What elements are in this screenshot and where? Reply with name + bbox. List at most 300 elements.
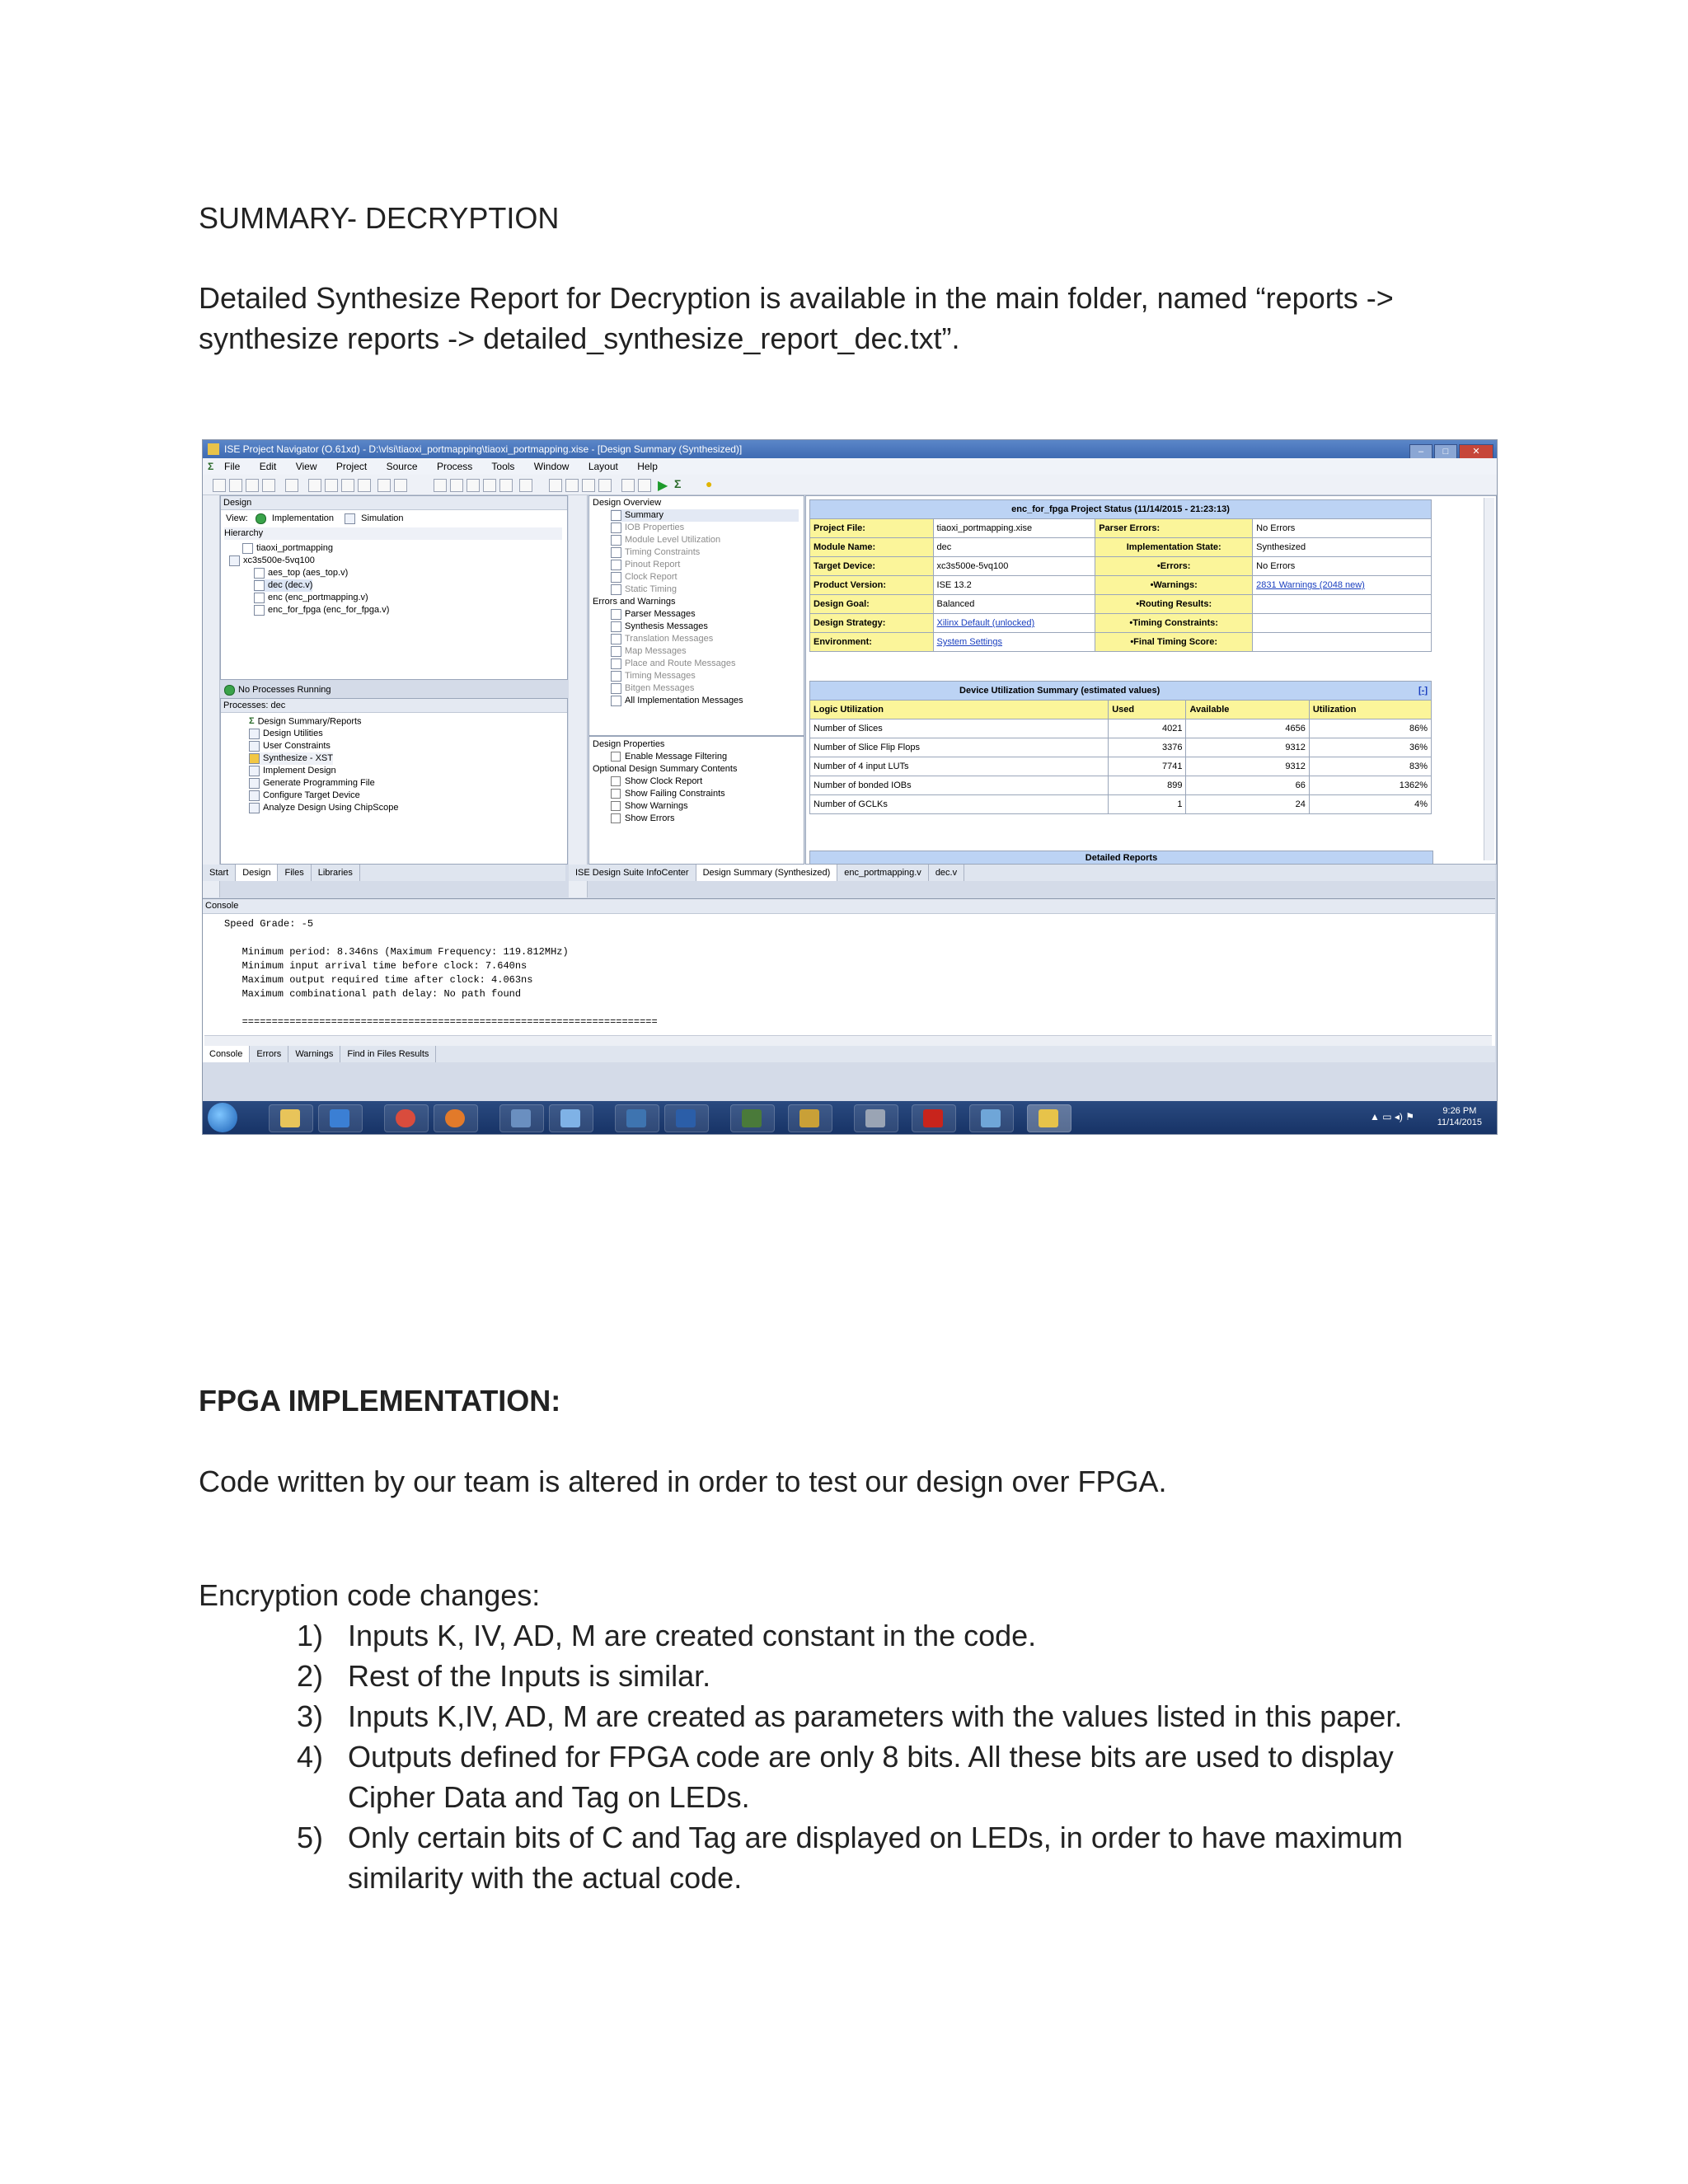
util-title: Device Utilization Summary (estimated values): [810, 682, 1310, 701]
undo-icon[interactable]: [377, 479, 391, 492]
list-text: Inputs K, IV, AD, M are created constant in the code.: [348, 1619, 1037, 1652]
menu-view[interactable]: View: [295, 461, 317, 472]
tree-item-aes-top[interactable]: [254, 567, 348, 579]
tab-start[interactable]: Start: [203, 865, 236, 881]
tab-console[interactable]: Console: [203, 1046, 250, 1062]
app2-taskbar-button[interactable]: [549, 1104, 593, 1132]
paragraph-code-altered: Code written by our team is altered in order to test our design over FPGA.: [199, 1465, 1167, 1498]
paragraph-report-line1: Detailed Synthesize Report for Decryption is available in the main folder, named “reports ->: [199, 281, 1394, 315]
list-item: [297, 1736, 1467, 1817]
cell: 7741: [1109, 757, 1186, 776]
list-item: [297, 1656, 1467, 1696]
tools-icon: [249, 729, 260, 739]
cell: 4021: [1109, 719, 1186, 738]
overview-errors-warnings[interactable]: Errors and Warnings: [593, 597, 676, 607]
table-row: [810, 795, 1432, 814]
warnings-link[interactable]: 2831 Warnings (2048 new): [1256, 580, 1365, 590]
menu-source[interactable]: Source: [386, 461, 418, 472]
windows-taskbar: [203, 1101, 1497, 1134]
cell: 86%: [1309, 719, 1431, 738]
checkbox-icon[interactable]: [611, 801, 621, 811]
list-number: 2): [297, 1659, 324, 1693]
tree-item-device[interactable]: [229, 555, 315, 567]
tile-vertical-icon[interactable]: [582, 479, 595, 492]
cell: Balanced: [933, 595, 1095, 614]
props-title: Design Properties: [593, 739, 665, 749]
ise-app-icon: [208, 443, 219, 455]
configure-icon: [249, 790, 260, 801]
prop-show-failing[interactable]: [611, 788, 725, 800]
cell: ISE 13.2: [933, 576, 1095, 595]
process-configure[interactable]: [249, 790, 360, 802]
list-text: Rest of the Inputs is similar.: [348, 1659, 711, 1693]
design-summary-icon[interactable]: [519, 479, 532, 492]
table-row: [810, 614, 1432, 633]
report-icon: [611, 658, 621, 669]
toolbar: [203, 475, 1497, 495]
table-row: [810, 519, 1432, 538]
overview-timing-msg[interactable]: [611, 670, 696, 682]
overview-static-timing[interactable]: [611, 583, 677, 596]
tree-item-enc-for-fpga[interactable]: [254, 604, 389, 616]
cell: No Errors: [1253, 519, 1432, 538]
cell: Number of GCLKs: [810, 795, 1109, 814]
cell: 66: [1186, 776, 1309, 795]
cell: 899: [1109, 776, 1186, 795]
app-icon: [511, 1109, 531, 1127]
verilog-icon: [254, 580, 265, 591]
radio-implementation-icon[interactable]: [256, 513, 266, 524]
app-icon: [560, 1109, 580, 1127]
left-icon-strip: [203, 495, 220, 898]
console-line: Minimum period: 8.346ns (Maximum Frequency: 119.812MHz): [224, 946, 569, 958]
firefox-taskbar-button[interactable]: [434, 1104, 478, 1132]
redo-icon[interactable]: [394, 479, 407, 492]
tree-label: xc3s500e-5vq100: [243, 555, 315, 565]
column-header: Logic Utilization: [810, 701, 1109, 719]
console-line: Speed Grade: -5: [224, 918, 314, 930]
list-text-continued: Cipher Data and Tag on LEDs.: [348, 1780, 750, 1814]
status-title: enc_for_fpga Project Status (11/14/2015 - 21:23:13): [810, 500, 1432, 519]
word-taskbar-button[interactable]: [664, 1104, 709, 1132]
report-icon: [611, 634, 621, 644]
overview-clock[interactable]: [611, 571, 678, 583]
system-tray-icons[interactable]: ▲ ▭ ◂) ⚑: [1370, 1111, 1414, 1122]
tab-files[interactable]: Files: [278, 865, 311, 881]
acrobat-icon: [923, 1109, 943, 1127]
chrome-icon: [396, 1109, 415, 1127]
project-status-table: [809, 499, 1432, 652]
prop-label: Show Warnings: [625, 801, 688, 811]
document-tab-bar: [569, 865, 1495, 881]
sigma-run-icon[interactable]: Σ: [674, 477, 682, 490]
overview-label: Module Level Utilization: [625, 535, 721, 545]
list-number: 1): [297, 1619, 324, 1652]
table-row: [810, 557, 1432, 576]
report-icon: [611, 646, 621, 657]
new-file-icon[interactable]: [213, 479, 226, 492]
cell: Number of Slice Flip Flops: [810, 738, 1109, 757]
bookmark-icon[interactable]: [499, 479, 513, 492]
report-icon: [611, 671, 621, 682]
terminal-icon: [742, 1109, 762, 1127]
overview-label: Summary: [625, 510, 664, 520]
overview-timing[interactable]: [611, 546, 700, 559]
cell: [1253, 633, 1432, 652]
design-panel-header: Design: [221, 496, 567, 510]
overview-par[interactable]: [611, 658, 736, 670]
report-icon: [611, 560, 621, 570]
process-label: Design Summary/Reports: [257, 716, 362, 727]
console-tab-bar: [203, 1046, 1495, 1062]
menu-file[interactable]: File: [224, 461, 241, 472]
table-row: [810, 595, 1432, 614]
media-icon: [330, 1109, 349, 1127]
cell: 4%: [1309, 795, 1431, 814]
tree-item-project[interactable]: [242, 542, 333, 555]
paragraph-report-line2: synthesize reports -> detailed_synthesize_report_dec.txt”.: [199, 321, 960, 355]
overview-label: Timing Messages: [625, 671, 696, 681]
cascade-icon[interactable]: [549, 479, 562, 492]
constraints-icon: [249, 741, 260, 752]
verilog-icon: [254, 593, 265, 603]
overview-iob[interactable]: [611, 522, 684, 534]
cell: Design Strategy:: [810, 614, 934, 633]
start-button[interactable]: [208, 1103, 237, 1132]
menu-layout[interactable]: Layout: [588, 461, 618, 472]
process-implement[interactable]: [249, 765, 336, 777]
explorer-taskbar-button[interactable]: [269, 1104, 313, 1132]
ise-taskbar-button[interactable]: [1027, 1104, 1071, 1132]
overview-map[interactable]: [611, 645, 687, 658]
cell: Parser Errors:: [1095, 519, 1253, 538]
heading-summary-decryption: SUMMARY- DECRYPTION: [199, 201, 560, 235]
prop-label: Show Failing Constraints: [625, 789, 725, 799]
folder-icon: [280, 1109, 300, 1127]
sigma-icon: Σ: [249, 716, 255, 726]
report-icon: [611, 547, 621, 558]
project-icon: [242, 543, 253, 554]
cell: 4656: [1186, 719, 1309, 738]
cell: •Routing Results:: [1095, 595, 1253, 614]
prop-label: Show Errors: [625, 813, 675, 823]
view-simulation[interactable]: Simulation: [361, 513, 404, 523]
word-icon: [676, 1109, 696, 1127]
cell: •Timing Constraints:: [1095, 614, 1253, 633]
overview-label: IOB Properties: [625, 523, 685, 532]
firefox-icon: [445, 1109, 465, 1127]
maximize-button[interactable]: □: [1434, 444, 1457, 460]
tile-horizontal-icon[interactable]: [565, 479, 579, 492]
cell: 36%: [1309, 738, 1431, 757]
report-icon: [611, 621, 621, 632]
checkbox-icon[interactable]: [611, 813, 621, 823]
table-row: [810, 633, 1432, 652]
tab-find-results[interactable]: Find in Files Results: [340, 1046, 436, 1062]
menu-edit[interactable]: Edit: [259, 461, 277, 472]
report-icon: [611, 584, 621, 595]
checkbox-icon[interactable]: [611, 776, 621, 786]
horizontal-scrollbar[interactable]: [204, 1035, 1492, 1046]
tree-item-dec[interactable]: [254, 579, 312, 592]
cell: •Errors:: [1095, 557, 1253, 576]
processes-header: Processes: dec: [221, 699, 567, 713]
cell: 24: [1186, 795, 1309, 814]
report-icon: [611, 523, 621, 533]
processes-panel: [220, 698, 568, 865]
process-label: Synthesize - XST: [263, 753, 333, 763]
view-implementation[interactable]: Implementation: [271, 513, 335, 523]
overview-all-impl[interactable]: [611, 695, 743, 707]
report-icon: [611, 572, 621, 583]
window-titlebar: [203, 440, 1497, 458]
tree-label: tiaoxi_portmapping: [256, 543, 333, 553]
menu-project[interactable]: Project: [335, 461, 368, 472]
overview-label: Map Messages: [625, 646, 687, 656]
process-generate[interactable]: [249, 777, 375, 790]
tree-item-enc[interactable]: [254, 592, 368, 604]
menu-help[interactable]: Help: [637, 461, 658, 472]
minimize-button[interactable]: –: [1409, 444, 1432, 460]
overview-label: Static Timing: [625, 584, 677, 594]
replace-icon[interactable]: [483, 479, 496, 492]
no-processes-label: No Processes Running: [238, 685, 331, 695]
print-icon[interactable]: [285, 479, 298, 492]
prop-show-warnings[interactable]: [611, 800, 688, 813]
cell: dec: [933, 538, 1095, 557]
cell: 9312: [1186, 757, 1309, 776]
cell: Module Name:: [810, 538, 934, 557]
overview-translation[interactable]: [611, 633, 713, 645]
design-properties-panel: [588, 736, 804, 865]
tree-label: aes_top (aes_top.v): [268, 568, 349, 578]
menu-process[interactable]: Process: [436, 461, 473, 472]
table-row: [810, 719, 1432, 738]
process-label: Analyze Design Using ChipScope: [263, 803, 399, 813]
hierarchy-label: Hierarchy: [224, 527, 562, 540]
table-row: [810, 738, 1432, 757]
save-all-icon[interactable]: [262, 479, 275, 492]
wrench-icon[interactable]: [621, 479, 635, 492]
tree-label: enc (enc_portmapping.v): [268, 593, 368, 602]
collapse-button[interactable]: [-]: [1418, 686, 1428, 696]
lightbulb-icon[interactable]: ●: [706, 477, 713, 490]
list-intro: Encryption code changes:: [199, 1578, 541, 1612]
overview-parser[interactable]: [611, 608, 696, 621]
process-status: [224, 684, 331, 696]
window-title: ISE Project Navigator (O.61xd) - D:\vlsi\tiaoxi_portmapping\tiaoxi_portmapping.xise - [Design Summary (Synthesized)]: [224, 443, 743, 455]
overview-module-util[interactable]: [611, 534, 720, 546]
process-chipscope[interactable]: [249, 802, 398, 814]
find-icon[interactable]: [434, 479, 447, 492]
cell: Target Device:: [810, 557, 934, 576]
cell: tiaoxi_portmapping.xise: [933, 519, 1095, 538]
overview-label: Place and Route Messages: [625, 658, 736, 668]
strategy-link[interactable]: Xilinx Default (unlocked): [936, 618, 1035, 628]
process-label: Generate Programming File: [263, 778, 375, 788]
list-number: 5): [297, 1821, 324, 1854]
console-line: ======================================================================: [224, 1016, 658, 1028]
app3-taskbar-button[interactable]: [788, 1104, 832, 1132]
design-overview-panel: [588, 495, 804, 736]
menu-window[interactable]: Window: [533, 461, 570, 472]
clock-time: 9:26 PM: [1442, 1106, 1477, 1116]
find-prev-icon[interactable]: [467, 479, 480, 492]
overview-label: Parser Messages: [625, 609, 696, 619]
props-optional: Optional Design Summary Contents: [593, 764, 738, 774]
network-taskbar-button[interactable]: [969, 1104, 1014, 1132]
overview-root[interactable]: Design Overview: [593, 498, 662, 508]
device-utilization-table: [809, 681, 1432, 814]
menu-bar: [203, 458, 1497, 475]
tree-label: enc_for_fpga (enc_for_fpga.v): [268, 605, 390, 615]
process-user-constraints[interactable]: [249, 740, 331, 752]
list-item: [297, 1696, 1467, 1736]
overview-label: All Implementation Messages: [625, 696, 743, 705]
taskbar-clock[interactable]: [1437, 1105, 1482, 1128]
cell: Environment:: [810, 633, 934, 652]
process-design-summary[interactable]: [249, 715, 362, 728]
media-taskbar-button[interactable]: [318, 1104, 363, 1132]
implement-icon: [249, 766, 260, 776]
checkbox-icon[interactable]: [611, 752, 621, 762]
verilog-icon: [254, 568, 265, 579]
save-icon[interactable]: [246, 479, 259, 492]
verilog-icon: [254, 605, 265, 616]
prop-enable-filtering[interactable]: [611, 751, 727, 763]
tab-warnings[interactable]: Warnings: [288, 1046, 340, 1062]
cell: Implementation State:: [1095, 538, 1253, 557]
prop-show-errors[interactable]: [611, 813, 675, 825]
ise-screenshot: [202, 439, 1498, 1135]
cell: Project File:: [810, 519, 934, 538]
overview-synthesis[interactable]: [611, 621, 708, 633]
cell: Design Goal:: [810, 595, 934, 614]
radio-simulation-icon[interactable]: [345, 513, 355, 524]
vertical-scrollbar[interactable]: [1484, 498, 1494, 860]
copy-icon[interactable]: [325, 479, 338, 492]
process-design-utilities[interactable]: [249, 728, 323, 740]
chipscope-icon: [249, 803, 260, 813]
app-icon: [799, 1109, 819, 1127]
process-synthesize[interactable]: [249, 752, 333, 765]
list-item: [297, 1615, 1467, 1656]
overview-label: Synthesis Messages: [625, 621, 708, 631]
prop-label: Show Clock Report: [625, 776, 703, 786]
tree-label: dec (dec.v): [268, 580, 313, 590]
delete-icon[interactable]: [358, 479, 371, 492]
list-text: Only certain bits of C and Tag are displayed on LEDs, in order to have maximum: [348, 1821, 1403, 1854]
report-icon: [611, 535, 621, 546]
checkbox-icon[interactable]: [611, 789, 621, 799]
process-label: Design Utilities: [263, 729, 323, 738]
app-taskbar-button[interactable]: [499, 1104, 544, 1132]
list-item: [297, 1817, 1467, 1898]
calculator-taskbar-button[interactable]: [854, 1104, 898, 1132]
view-label: View:: [226, 513, 248, 523]
process-label: User Constraints: [263, 741, 331, 751]
ise-icon: [1039, 1109, 1058, 1127]
overview-label: Pinout Report: [625, 560, 681, 569]
left-tab-bar: [203, 865, 565, 881]
cell: xc3s500e-5vq100: [933, 557, 1095, 576]
report-icon: [611, 683, 621, 694]
tab-dec[interactable]: dec.v: [929, 865, 964, 881]
cell: 9312: [1186, 738, 1309, 757]
cell: Synthesized: [1253, 538, 1432, 557]
list-text: Outputs defined for FPGA code are only 8 bits. All these bits are used to display: [348, 1740, 1394, 1774]
refresh-icon: [224, 685, 235, 696]
cell: [1253, 595, 1432, 614]
terminal-taskbar-button[interactable]: [730, 1104, 775, 1132]
encryption-changes-list: [297, 1615, 1467, 1898]
overview-label: Clock Report: [625, 572, 678, 582]
overview-summary[interactable]: [611, 509, 799, 522]
open-folder-icon[interactable]: [229, 479, 242, 492]
detailed-reports-header: Detailed Reports: [809, 851, 1433, 865]
report-icon: [611, 510, 621, 521]
table-header-row: [810, 701, 1432, 719]
tab-enc-portmapping[interactable]: enc_portmapping.v: [837, 865, 929, 881]
prop-label: Enable Message Filtering: [625, 752, 728, 762]
cell: •Warnings:: [1095, 576, 1253, 595]
paste-icon[interactable]: [341, 479, 354, 492]
help-icon[interactable]: [638, 479, 651, 492]
tab-design[interactable]: Design: [236, 865, 278, 881]
table-row: [810, 776, 1432, 795]
cell: [1253, 614, 1432, 633]
report-icon: [611, 696, 621, 706]
prop-show-clock[interactable]: [611, 776, 702, 788]
acrobat-taskbar-button[interactable]: [912, 1104, 956, 1132]
cut-icon[interactable]: [308, 479, 321, 492]
python-taskbar-button[interactable]: [615, 1104, 659, 1132]
console-line: Minimum input arrival time before clock: 7.640ns: [224, 960, 528, 972]
close-button[interactable]: ✕: [1459, 444, 1493, 460]
table-row: [810, 757, 1432, 776]
chrome-taskbar-button[interactable]: [384, 1104, 429, 1132]
cell: 83%: [1309, 757, 1431, 776]
cell: Number of Slices: [810, 719, 1109, 738]
cell: No Errors: [1253, 557, 1432, 576]
network-icon: [981, 1109, 1001, 1127]
console-header: Console: [203, 899, 1495, 914]
cell: Number of bonded IOBs: [810, 776, 1109, 795]
cell: Product Version:: [810, 576, 934, 595]
tab-infocenter[interactable]: ISE Design Suite InfoCenter: [569, 865, 696, 881]
overview-label: Timing Constraints: [625, 547, 701, 557]
clock-date: 11/14/2015: [1437, 1118, 1482, 1127]
middle-icon-strip: [569, 495, 588, 898]
table-row: [810, 538, 1432, 557]
tab-libraries[interactable]: Libraries: [312, 865, 360, 881]
list-text: Inputs K,IV, AD, M are created as parameters with the values listed in this paper.: [348, 1699, 1403, 1733]
heading-fpga-implementation: FPGA IMPLEMENTATION:: [199, 1384, 561, 1418]
menu-tools[interactable]: Tools: [491, 461, 515, 472]
list-number: 4): [297, 1740, 324, 1774]
overview-bitgen[interactable]: [611, 682, 694, 695]
column-header: Utilization: [1309, 701, 1431, 719]
run-icon[interactable]: ▶: [658, 479, 668, 493]
overview-pinout[interactable]: [611, 559, 680, 571]
cell: •Final Timing Score:: [1095, 633, 1253, 652]
find-next-icon[interactable]: [450, 479, 463, 492]
tab-errors[interactable]: Errors: [250, 1046, 288, 1062]
window-icon[interactable]: [598, 479, 612, 492]
console-panel: [203, 898, 1495, 1062]
environment-link[interactable]: System Settings: [936, 637, 1003, 647]
tab-design-summary[interactable]: Design Summary (Synthesized): [696, 865, 838, 881]
